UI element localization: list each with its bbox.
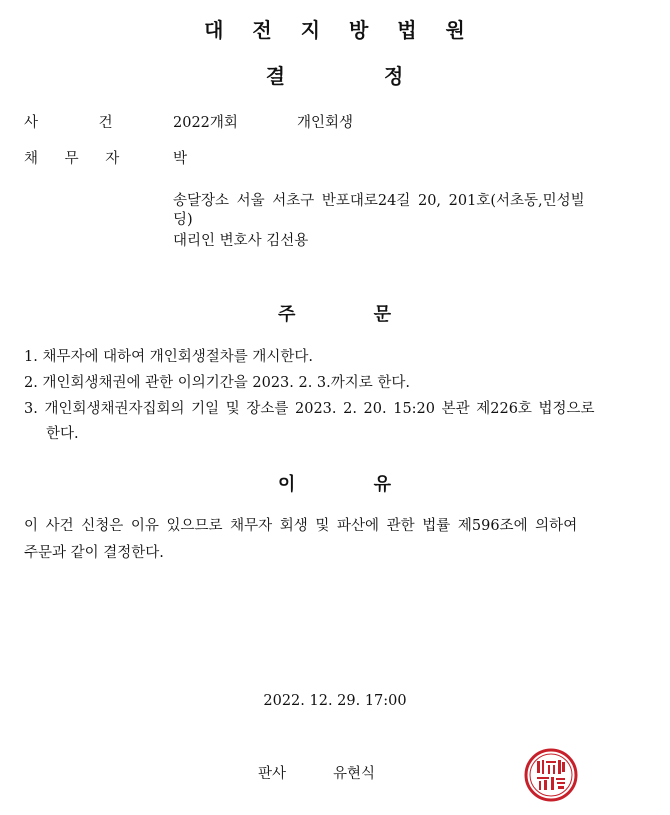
reason-heading: 이 유 <box>277 474 393 495</box>
order-item-3-continued: 한다. <box>46 426 79 442</box>
case-label: 사 건 <box>24 115 113 131</box>
order-item-1: 1. 채무자에 대하여 개인회생절차를 개시한다. <box>24 349 314 365</box>
court-title: 대 전 지 방 법 원 <box>204 18 466 42</box>
court-seal-icon <box>524 748 578 802</box>
order-item-3: 3. 개인회생채권자집회의 기일 및 장소를 2023. 2. 20. 15:20 본관 제226호 법정으로 <box>24 401 595 417</box>
order-item-2: 2. 개인회생채권에 관한 이의기간을 2023. 2. 3.까지로 한다. <box>24 375 411 391</box>
case-number: 2022개회 <box>173 115 238 131</box>
judge-name: 유현식 <box>333 766 376 782</box>
delivery-address-line-2: 딩) <box>173 212 193 228</box>
reason-line-1: 이 사건 신청은 이유 있으므로 채무자 회생 및 파산에 관한 법률 제596조에 의하여 <box>24 518 578 534</box>
debtor-name: 박 <box>173 151 188 167</box>
document-title: 결 정 <box>265 64 405 88</box>
judge-label: 판사 <box>258 766 287 782</box>
reason-line-2: 주문과 같이 결정한다. <box>24 545 164 561</box>
decision-date: 2022. 12. 29. 17:00 <box>263 693 407 709</box>
case-name: 개인회생 <box>297 115 354 131</box>
order-heading: 주 문 <box>277 304 393 325</box>
debtor-label: 채 무 자 <box>24 151 120 167</box>
agent-line: 대리인 변호사 김선용 <box>173 233 309 249</box>
delivery-address-line-1: 송달장소 서울 서초구 반포대로24길 20, 201호(서초동,민성빌 <box>173 193 585 209</box>
